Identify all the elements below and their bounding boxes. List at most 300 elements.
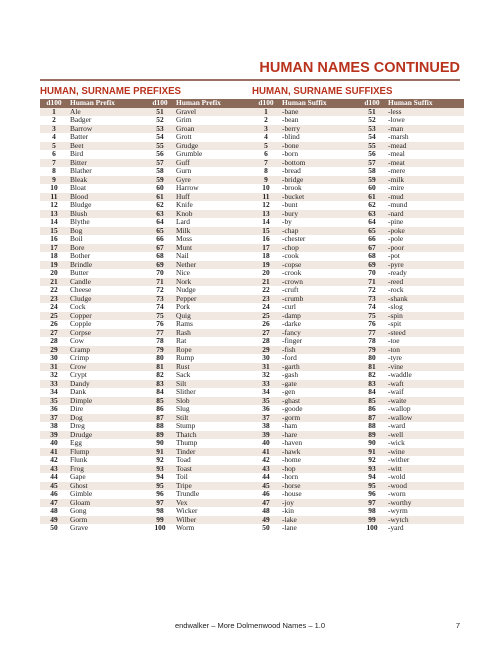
- roll-number: 79: [358, 346, 386, 355]
- table-row: [40, 286, 252, 295]
- roll-number: 45: [40, 482, 68, 491]
- name-entry: Wilber: [174, 516, 252, 525]
- roll-number: 12: [262, 201, 270, 209]
- roll-number: 24: [262, 303, 270, 311]
- roll-number: 59: [146, 176, 174, 185]
- name-entry: -ghast: [280, 397, 358, 406]
- name-entry: Rump: [176, 354, 195, 362]
- name-entry: -pot: [388, 252, 400, 260]
- name-entry: -chop: [280, 244, 358, 253]
- prefixes-header-row: [40, 99, 252, 108]
- roll-number: 94: [368, 473, 376, 481]
- table-row: [40, 482, 252, 491]
- roll-number: 12: [50, 201, 58, 209]
- name-entry: -less: [386, 108, 464, 117]
- name-entry: Trundle: [176, 490, 200, 498]
- roll-number: 32: [262, 371, 270, 379]
- name-entry: Frog: [68, 465, 146, 474]
- name-entry: Cock: [70, 303, 86, 311]
- roll-number: 23: [40, 295, 68, 304]
- table-row: [252, 167, 464, 176]
- roll-number: 35: [252, 397, 280, 406]
- roll-number: 95: [146, 482, 174, 491]
- page-number: 7: [455, 621, 460, 630]
- roll-number: 35: [40, 397, 68, 406]
- roll-number: 85: [146, 397, 174, 406]
- name-entry: -hawk: [280, 448, 358, 457]
- roll-number: 2: [264, 116, 268, 124]
- roll-number: 11: [252, 193, 280, 202]
- name-entry: -pyre: [386, 261, 464, 270]
- roll-number: 72: [368, 286, 376, 294]
- name-entry: Moss: [176, 235, 193, 243]
- roll-number: 45: [252, 482, 280, 491]
- name-entry: -meat: [386, 159, 464, 168]
- table-row: [40, 312, 252, 321]
- table-row: [40, 414, 252, 423]
- roll-number: 60: [156, 184, 164, 192]
- name-entry: -kin: [282, 507, 294, 515]
- name-entry: Beet: [68, 142, 146, 151]
- table-row: [252, 133, 464, 142]
- table-row: [40, 159, 252, 168]
- name-entry: -witt: [386, 465, 464, 474]
- table-row: [252, 244, 464, 253]
- name-entry: Gape: [70, 473, 86, 481]
- name-entry: Flump: [68, 448, 146, 457]
- name-entry: Flunk: [70, 456, 88, 464]
- table-row: [252, 329, 464, 338]
- name-entry: -wood: [386, 482, 464, 491]
- table-row: [40, 397, 252, 406]
- suffixes-header-row: [252, 99, 464, 108]
- table-row: [40, 252, 252, 261]
- name-entry: -chester: [282, 235, 306, 243]
- roll-number: 100: [366, 524, 378, 532]
- roll-number: 40: [50, 439, 58, 447]
- roll-number: 91: [146, 448, 174, 457]
- column-header-prefix: Human Prefix: [174, 99, 252, 108]
- roll-number: 46: [50, 490, 58, 498]
- table-row: [252, 431, 464, 440]
- name-entry: Slug: [176, 405, 190, 413]
- roll-number: 51: [358, 108, 386, 117]
- name-entry: Rash: [174, 329, 252, 338]
- roll-number: 36: [262, 405, 270, 413]
- name-entry: -chap: [280, 227, 358, 236]
- table-row: [40, 235, 252, 244]
- table-row: [252, 448, 464, 457]
- roll-number: 38: [262, 422, 270, 430]
- name-entry: -gen: [282, 388, 296, 396]
- table-row: [40, 269, 252, 278]
- name-entry: -cruft: [282, 286, 299, 294]
- roll-number: 53: [358, 125, 386, 134]
- roll-number: 55: [358, 142, 386, 151]
- name-entry: Blush: [68, 210, 146, 219]
- roll-number: 77: [358, 329, 386, 338]
- name-entry: Slither: [176, 388, 196, 396]
- table-row: [40, 448, 252, 457]
- name-entry: Milk: [174, 227, 252, 236]
- table-row: [40, 524, 252, 533]
- roll-number: 65: [146, 227, 174, 236]
- name-entry: -horn: [282, 473, 299, 481]
- name-entry: -pole: [388, 235, 404, 243]
- name-entry: Rope: [174, 346, 252, 355]
- roll-number: 75: [146, 312, 174, 321]
- roll-number: 82: [156, 371, 164, 379]
- name-entry: -haven: [282, 439, 303, 447]
- roll-number: 71: [358, 278, 386, 287]
- name-entry: Gorm: [68, 516, 146, 525]
- name-entry: Ghost: [68, 482, 146, 491]
- roll-number: 33: [40, 380, 68, 389]
- name-entry: Worm: [176, 524, 195, 532]
- table-row: [252, 507, 464, 516]
- roll-number: 33: [252, 380, 280, 389]
- name-entry: -gash: [282, 371, 299, 379]
- table-row: [252, 159, 464, 168]
- name-entry: Bore: [68, 244, 146, 253]
- name-entry: Gloam: [68, 499, 146, 508]
- name-entry: -garth: [280, 363, 358, 372]
- table-row: [40, 133, 252, 142]
- roll-number: 26: [50, 320, 58, 328]
- table-row: [252, 346, 464, 355]
- roll-number: 23: [252, 295, 280, 304]
- roll-number: 25: [252, 312, 280, 321]
- roll-number: 20: [262, 269, 270, 277]
- table-row: [252, 397, 464, 406]
- name-entry: Slob: [174, 397, 252, 406]
- column-header-d100: d100: [358, 99, 386, 108]
- roll-number: 98: [156, 507, 164, 515]
- name-entry: -berry: [280, 125, 358, 134]
- roll-number: 49: [252, 516, 280, 525]
- name-entry: -darke: [282, 320, 301, 328]
- name-entry: Bleak: [68, 176, 146, 185]
- roll-number: 100: [154, 524, 166, 532]
- roll-number: 84: [368, 388, 376, 396]
- roll-number: 42: [50, 456, 58, 464]
- roll-number: 14: [262, 218, 270, 226]
- roll-number: 26: [262, 320, 270, 328]
- roll-number: 9: [252, 176, 280, 185]
- name-entry: -home: [282, 456, 301, 464]
- roll-number: 41: [252, 448, 280, 457]
- roll-number: 87: [358, 414, 386, 423]
- name-entry: Pork: [176, 303, 190, 311]
- name-entry: -worthy: [386, 499, 464, 508]
- name-entry: Badger: [70, 116, 92, 124]
- roll-number: 91: [358, 448, 386, 457]
- prefixes-section: [40, 86, 248, 533]
- table-row: [252, 465, 464, 474]
- roll-number: 97: [358, 499, 386, 508]
- roll-number: 40: [262, 439, 270, 447]
- table-row: [40, 303, 252, 312]
- name-entry: Thatch: [174, 431, 252, 440]
- roll-number: 69: [358, 261, 386, 270]
- table-row: [252, 108, 464, 117]
- roll-number: 44: [50, 473, 58, 481]
- name-entry: Toad: [176, 456, 191, 464]
- name-entry: -bread: [282, 167, 301, 175]
- name-entry: Boil: [70, 235, 83, 243]
- name-entry: Nice: [176, 269, 190, 277]
- roll-number: 79: [146, 346, 174, 355]
- name-entry: -ton: [386, 346, 464, 355]
- table-row: [40, 380, 252, 389]
- roll-number: 93: [146, 465, 174, 474]
- name-entry: Nork: [174, 278, 252, 287]
- table-row: [40, 218, 252, 227]
- name-entry: Grudge: [174, 142, 252, 151]
- roll-number: 86: [368, 405, 376, 413]
- roll-number: 77: [146, 329, 174, 338]
- roll-number: 19: [252, 261, 280, 270]
- table-row: [252, 210, 464, 219]
- roll-number: 3: [252, 125, 280, 134]
- roll-number: 3: [40, 125, 68, 134]
- roll-number: 37: [252, 414, 280, 423]
- suffixes-title: HUMAN, SURNAME SUFFIXES: [252, 86, 393, 97]
- roll-number: 18: [50, 252, 58, 260]
- roll-number: 94: [156, 473, 164, 481]
- name-entry: Stilt: [174, 414, 252, 423]
- roll-number: 66: [368, 235, 376, 243]
- roll-number: 30: [50, 354, 58, 362]
- roll-number: 62: [156, 201, 164, 209]
- name-entry: -wyrm: [388, 507, 408, 515]
- name-entry: -poor: [386, 244, 464, 253]
- name-entry: -bean: [282, 116, 299, 124]
- roll-number: 74: [368, 303, 376, 311]
- roll-number: 92: [368, 456, 376, 464]
- roll-number: 54: [368, 133, 376, 141]
- table-row: [252, 278, 464, 287]
- name-entry: -waft: [386, 380, 464, 389]
- table-row: [40, 184, 252, 193]
- name-entry: -toe: [388, 337, 400, 345]
- column-header-d100: d100: [146, 99, 174, 108]
- roll-number: 28: [262, 337, 270, 345]
- table-row: [40, 363, 252, 372]
- table-row: [40, 439, 252, 448]
- name-entry: Dandy: [68, 380, 146, 389]
- roll-number: 16: [262, 235, 270, 243]
- roll-number: 31: [40, 363, 68, 372]
- suffixes-body: [252, 108, 464, 533]
- table-row: [252, 125, 464, 134]
- name-entry: -crown: [280, 278, 358, 287]
- name-entry: Tripe: [174, 482, 252, 491]
- name-entry: -waite: [386, 397, 464, 406]
- name-entry: Rat: [176, 337, 187, 345]
- name-entry: Rust: [174, 363, 252, 372]
- table-row: [40, 507, 252, 516]
- table-row: [252, 295, 464, 304]
- roll-number: 31: [252, 363, 280, 372]
- roll-number: 27: [40, 329, 68, 338]
- roll-number: 15: [252, 227, 280, 236]
- roll-number: 97: [146, 499, 174, 508]
- table-row: [40, 227, 252, 236]
- roll-number: 52: [156, 116, 164, 124]
- suffixes-table: [252, 99, 464, 533]
- name-entry: -lowe: [388, 116, 405, 124]
- name-entry: -rock: [388, 286, 404, 294]
- roll-number: 76: [156, 320, 164, 328]
- name-entry: Silt: [174, 380, 252, 389]
- table-row: [40, 125, 252, 134]
- name-entry: -fish: [280, 346, 358, 355]
- roll-number: 64: [368, 218, 376, 226]
- name-entry: Huff: [174, 193, 252, 202]
- table-row: [252, 490, 464, 499]
- name-entry: Lard: [176, 218, 190, 226]
- name-entry: Knob: [174, 210, 252, 219]
- roll-number: 53: [146, 125, 174, 134]
- name-entry: -wick: [388, 439, 405, 447]
- name-entry: -bridge: [280, 176, 358, 185]
- roll-number: 56: [368, 150, 376, 158]
- roll-number: 21: [252, 278, 280, 287]
- roll-number: 34: [50, 388, 58, 396]
- roll-number: 5: [40, 142, 68, 151]
- name-entry: -mire: [388, 184, 405, 192]
- table-row: [252, 371, 464, 380]
- name-entry: -wold: [388, 473, 406, 481]
- roll-number: 61: [358, 193, 386, 202]
- name-entry: -spin: [386, 312, 464, 321]
- roll-number: 73: [358, 295, 386, 304]
- table-row: [252, 422, 464, 431]
- table-row: [40, 346, 252, 355]
- roll-number: 27: [252, 329, 280, 338]
- roll-number: 83: [146, 380, 174, 389]
- table-row: [40, 337, 252, 346]
- name-entry: -hop: [280, 465, 358, 474]
- name-entry: -copse: [280, 261, 358, 270]
- name-entry: Bloat: [70, 184, 87, 192]
- roll-number: 9: [40, 176, 68, 185]
- column-header-prefix: Human Prefix: [68, 99, 146, 108]
- name-entry: -meal: [388, 150, 405, 158]
- table-row: [252, 201, 464, 210]
- table-row: [40, 150, 252, 159]
- table-row: [40, 176, 252, 185]
- roll-number: 47: [252, 499, 280, 508]
- table-row: [252, 193, 464, 202]
- table-row: [40, 465, 252, 474]
- name-entry: -bucket: [280, 193, 358, 202]
- prefixes-body: [40, 108, 252, 533]
- name-entry: Harrow: [176, 184, 199, 192]
- name-entry: Crypt: [70, 371, 87, 379]
- name-entry: Butter: [70, 269, 89, 277]
- table-row: [40, 354, 252, 363]
- roll-number: 6: [52, 150, 56, 158]
- roll-number: 58: [368, 167, 376, 175]
- table-row: [252, 456, 464, 465]
- roll-number: 13: [252, 210, 280, 219]
- table-row: [40, 244, 252, 253]
- roll-number: 89: [146, 431, 174, 440]
- table-row: [40, 261, 252, 270]
- name-entry: -yard: [388, 524, 404, 532]
- name-entry: Dank: [70, 388, 87, 396]
- table-row: [40, 456, 252, 465]
- roll-number: 96: [156, 490, 164, 498]
- roll-number: 17: [252, 244, 280, 253]
- roll-number: 44: [262, 473, 270, 481]
- roll-number: 10: [50, 184, 58, 192]
- table-row: [40, 201, 252, 210]
- name-entry: -wallow: [386, 414, 464, 423]
- table-row: [252, 388, 464, 397]
- name-entry: Blythe: [70, 218, 90, 226]
- name-entry: Bother: [70, 252, 91, 260]
- table-row: [252, 142, 464, 151]
- table-row: [252, 235, 464, 244]
- name-entry: -man: [386, 125, 464, 134]
- roll-number: 87: [146, 414, 174, 423]
- column-header-d100: d100: [252, 99, 280, 108]
- name-entry: Bitter: [68, 159, 146, 168]
- roll-number: 82: [368, 371, 376, 379]
- roll-number: 69: [146, 261, 174, 270]
- name-entry: -worn: [388, 490, 406, 498]
- name-entry: -crumb: [280, 295, 358, 304]
- name-entry: -wytch: [386, 516, 464, 525]
- roll-number: 78: [156, 337, 164, 345]
- name-entry: Rams: [176, 320, 193, 328]
- table-row: [40, 210, 252, 219]
- name-entry: Copper: [68, 312, 146, 321]
- name-entry: -ready: [388, 269, 407, 277]
- table-row: [252, 439, 464, 448]
- roll-number: 36: [50, 405, 58, 413]
- name-entry: Knife: [176, 201, 193, 209]
- roll-number: 30: [262, 354, 270, 362]
- name-entry: Cow: [70, 337, 84, 345]
- name-entry: Dimple: [68, 397, 146, 406]
- roll-number: 6: [264, 150, 268, 158]
- roll-number: 32: [50, 371, 58, 379]
- table-row: [40, 329, 252, 338]
- roll-number: 81: [146, 363, 174, 372]
- name-entry: Toast: [174, 465, 252, 474]
- name-entry: Bludge: [70, 201, 92, 209]
- roll-number: 43: [40, 465, 68, 474]
- name-entry: -joy: [280, 499, 358, 508]
- name-entry: Dog: [68, 414, 146, 423]
- name-entry: Gurn: [176, 167, 192, 175]
- roll-number: 67: [358, 244, 386, 253]
- roll-number: 80: [156, 354, 164, 362]
- roll-number: 19: [40, 261, 68, 270]
- name-entry: Nail: [176, 252, 189, 260]
- name-entry: -brook: [282, 184, 302, 192]
- roll-number: 38: [50, 422, 58, 430]
- roll-number: 4: [264, 133, 268, 141]
- roll-number: 59: [358, 176, 386, 185]
- roll-number: 88: [156, 422, 164, 430]
- roll-number: 71: [146, 278, 174, 287]
- name-entry: -hare: [280, 431, 358, 440]
